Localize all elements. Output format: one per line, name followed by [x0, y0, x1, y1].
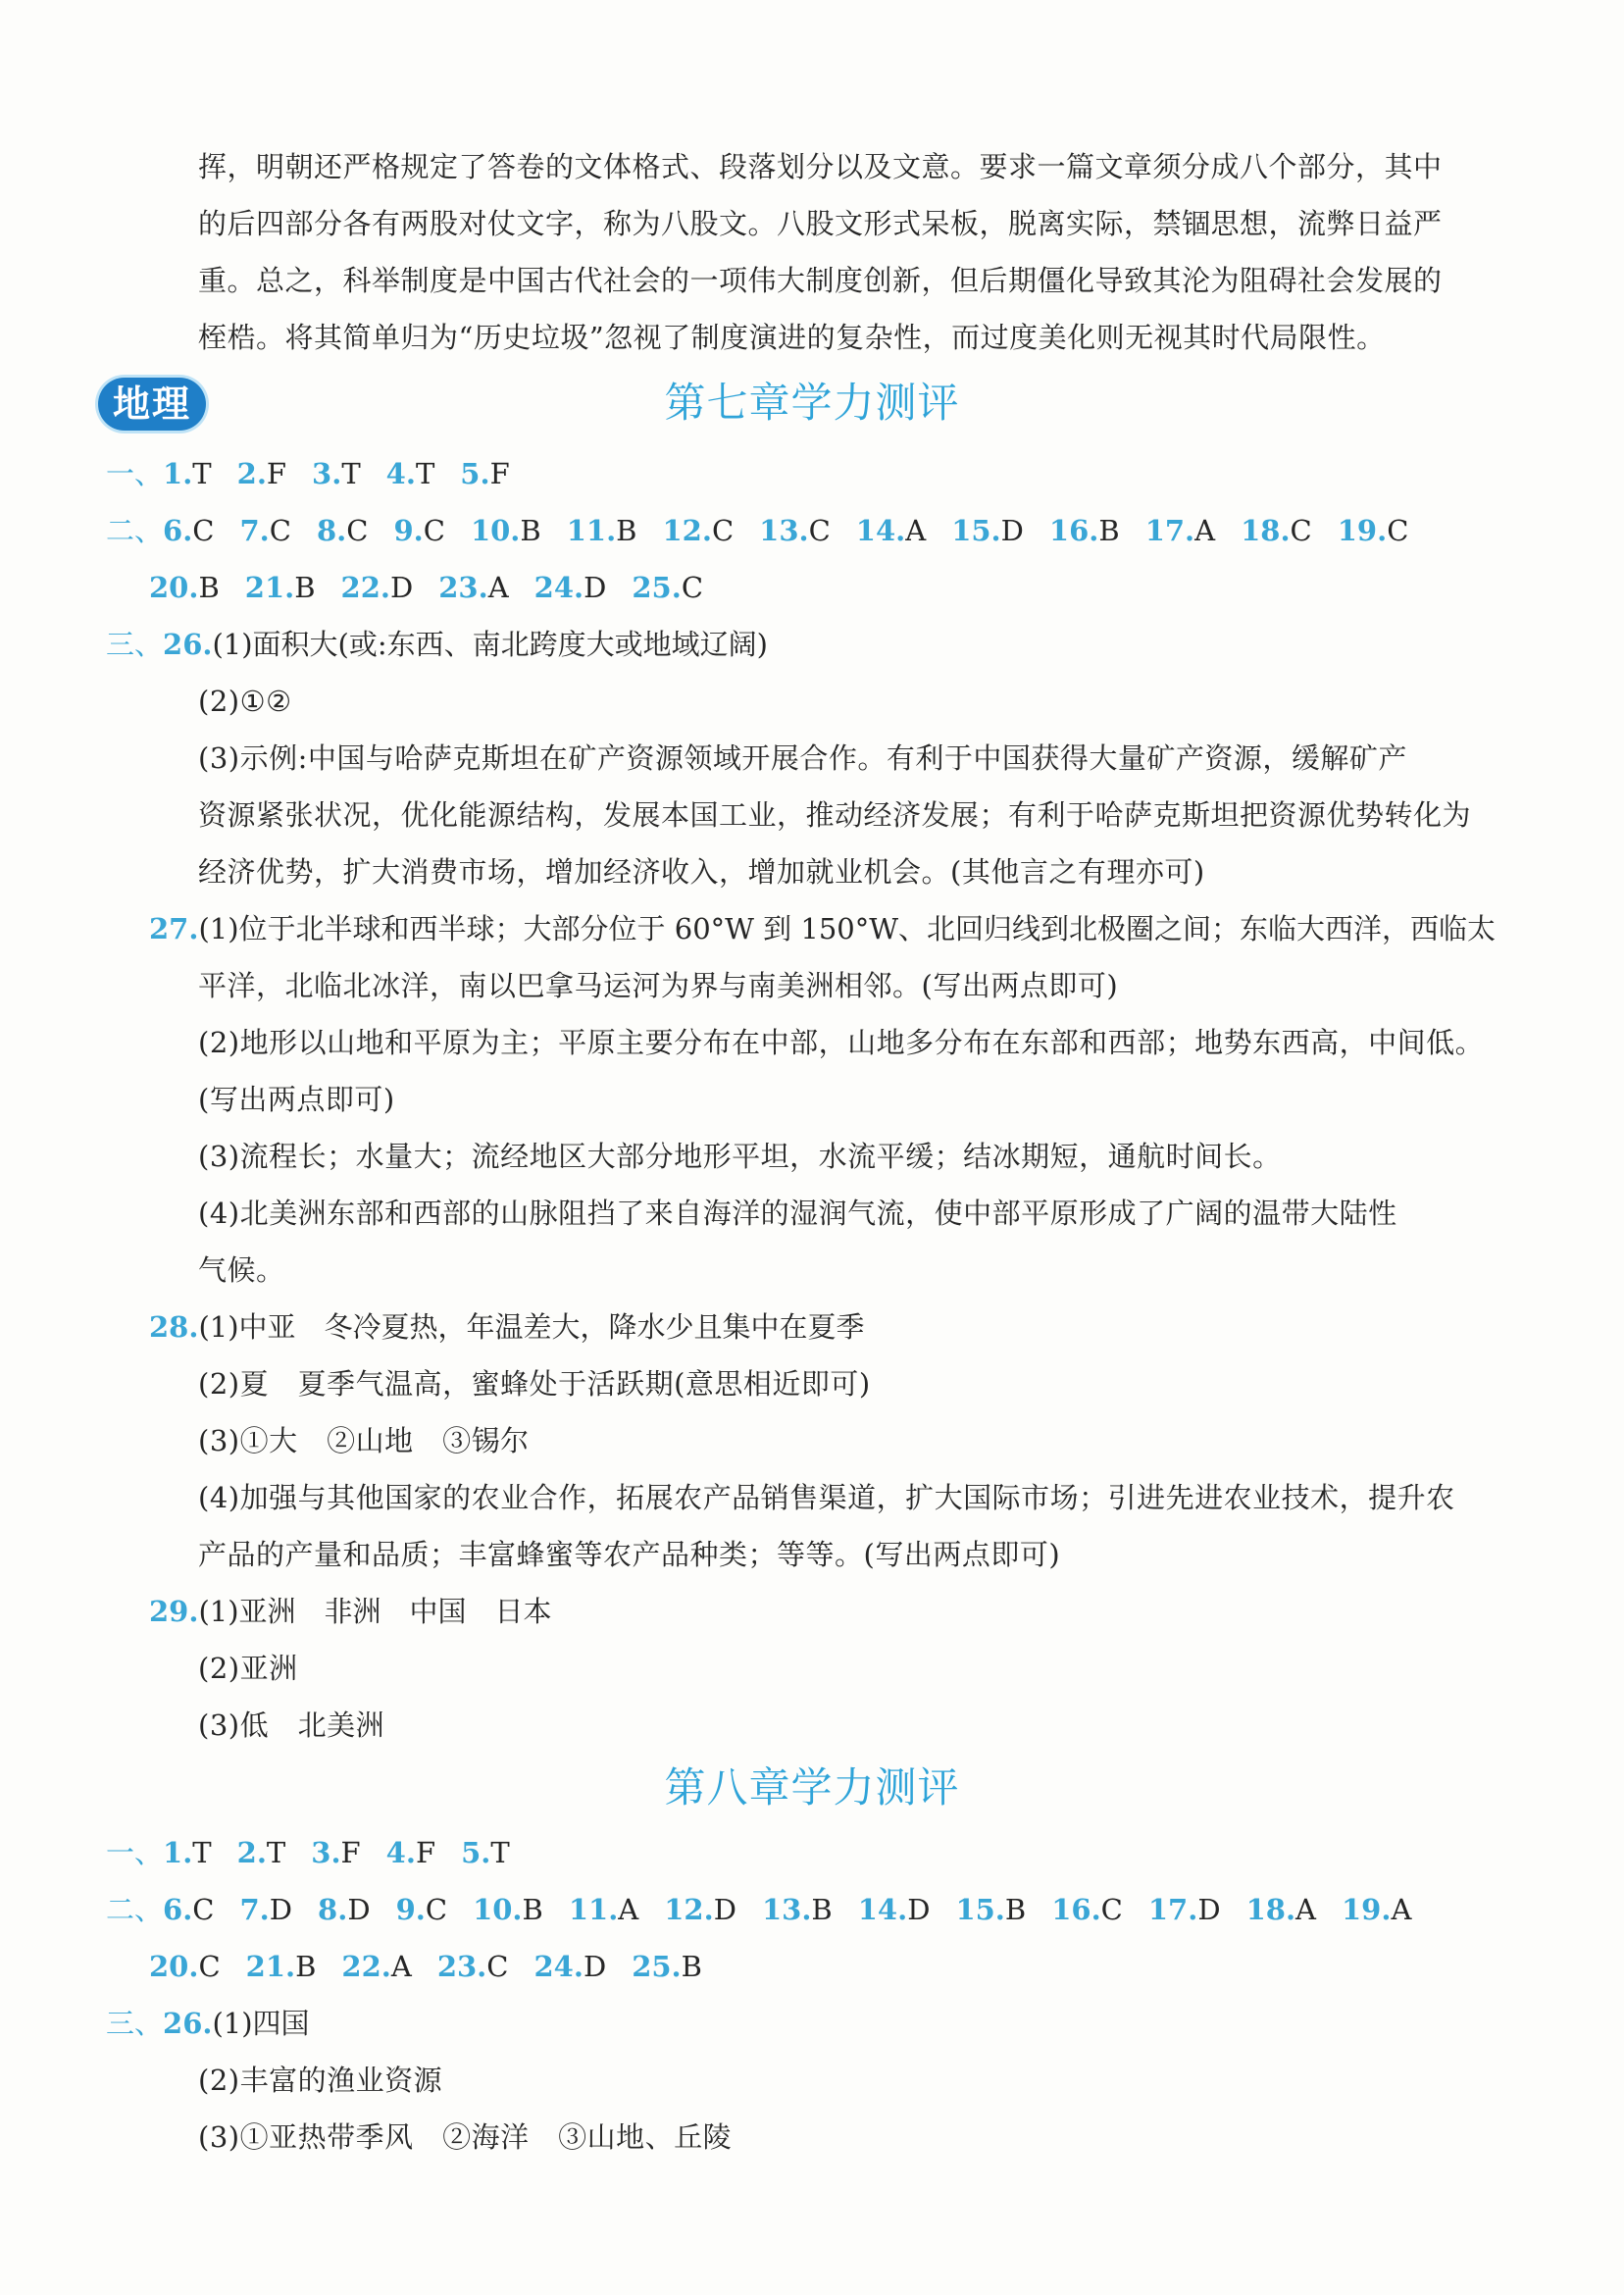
answer-choice: D — [389, 571, 414, 604]
ch8-section2-row2 — [149, 1947, 728, 1986]
question-number: 29. — [149, 1595, 199, 1628]
answer-line: 经济优势，扩大消费市场，增加经济收入，增加就业机会。(其他言之有理亦可) — [198, 855, 1205, 889]
question-number: 20. — [149, 571, 199, 604]
question-number: 7. — [239, 1893, 270, 1926]
answer-item — [951, 511, 1024, 550]
answer-choice: B — [616, 514, 637, 547]
answer-line: (3)①亚热带季风 ②海洋 ③山地、丘陵 — [198, 2120, 733, 2154]
answer-item — [1342, 1890, 1411, 1929]
answer-choice: F — [415, 1836, 436, 1869]
chapter-7-title: 第七章学力测评 — [664, 379, 960, 427]
answer-choice: A — [390, 1950, 412, 1983]
question-number: 13. — [761, 1893, 812, 1926]
question-number: 15. — [951, 514, 1001, 547]
question-number: 23. — [436, 1950, 487, 1983]
ch7-q26-header — [106, 625, 768, 664]
answer-item — [534, 568, 607, 607]
question-number: 19. — [1342, 1893, 1392, 1926]
answer-choice: C — [192, 1893, 215, 1926]
question-number: 14. — [855, 514, 906, 547]
answer-line: (1)四国 — [212, 2007, 310, 2040]
answer-choice: B — [1098, 514, 1120, 547]
question-number: 26. — [163, 2007, 213, 2040]
answer-item — [386, 454, 435, 493]
question-number: 25. — [632, 1950, 682, 1983]
question-number: 23. — [438, 571, 488, 604]
question-number: 20. — [149, 1950, 199, 1983]
answer-choice: C — [346, 514, 369, 547]
answer-item — [149, 568, 220, 607]
answer-item — [632, 1947, 702, 1986]
answer-choice: A — [1391, 1893, 1412, 1926]
answer-line: (1)亚洲 非洲 中国 日本 — [198, 1595, 552, 1628]
answer-item — [163, 511, 214, 550]
answer-choice: T — [341, 457, 361, 490]
answer-item — [312, 454, 361, 493]
answer-line: (3)低 北美洲 — [198, 1708, 385, 1742]
question-number: 15. — [955, 1893, 1005, 1926]
ch7-q27-header — [149, 909, 1496, 948]
question-number: 17. — [1144, 514, 1195, 547]
answer-choice: D — [584, 571, 607, 604]
answer-item — [1246, 1890, 1316, 1929]
answer-item — [632, 568, 703, 607]
answer-line: (1)中亚 冬冷夏热，年温差大，降水少且集中在夏季 — [198, 1310, 865, 1344]
answer-item — [471, 511, 541, 550]
ch8-section1-row — [106, 1833, 535, 1872]
answer-item — [955, 1890, 1026, 1929]
answer-item — [163, 1890, 214, 1929]
answer-line: (3)示例:中国与哈萨克斯坦在矿产资源领域开展合作。有利于中国获得大量矿产资源，缓解矿产 — [198, 741, 1407, 775]
answer-item — [311, 1833, 360, 1872]
answer-item — [461, 1833, 510, 1872]
question-number: 10. — [470, 514, 521, 547]
answer-item — [396, 1890, 447, 1929]
question-number: 24. — [533, 571, 584, 604]
answer-item — [237, 454, 286, 493]
answer-choice: A — [1295, 1893, 1316, 1926]
answer-item — [1145, 511, 1215, 550]
question-number: 16. — [1051, 1893, 1101, 1926]
question-number: 14. — [857, 1893, 908, 1926]
question-number: 3. — [311, 1836, 341, 1869]
question-number: 16. — [1048, 514, 1099, 547]
question-number: 18. — [1245, 1893, 1296, 1926]
answer-item — [341, 1947, 411, 1986]
answer-choice: F — [266, 457, 287, 490]
answer-choice: D — [269, 1893, 293, 1926]
answer-item — [386, 1833, 435, 1872]
answer-item — [317, 511, 368, 550]
question-number: 13. — [759, 514, 809, 547]
intro-line: 重。总之，科举制度是中国古代社会的一项伟大制度创新，但后期僵化导致其沦为阻碍社会发展的 — [198, 264, 1443, 297]
answer-line: 产品的产量和品质；丰富蜂蜜等农产品种类；等等。(写出两点即可) — [198, 1538, 1061, 1571]
answer-choice: C — [1290, 514, 1312, 547]
answer-item — [1049, 511, 1120, 550]
question-number: 9. — [395, 1893, 426, 1926]
question-number: 21. — [245, 1950, 296, 1983]
answer-line: 资源紧张状况，优化能源结构，发展本国工业，推动经济发展；有利于哈萨克斯坦把资源优势转化为 — [198, 798, 1472, 832]
answer-item — [1338, 511, 1409, 550]
question-number: 28. — [149, 1310, 199, 1344]
question-number: 8. — [318, 1893, 348, 1926]
question-number: 6. — [163, 514, 193, 547]
question-number: 12. — [662, 514, 712, 547]
answer-line: (写出两点即可) — [198, 1083, 395, 1116]
answer-choice: C — [425, 1893, 448, 1926]
answer-choice: B — [1004, 1893, 1027, 1926]
answer-choice: C — [423, 514, 445, 547]
question-number: 1. — [163, 457, 193, 490]
answer-item — [341, 568, 414, 607]
answer-choice: A — [1194, 514, 1216, 547]
question-number: 11. — [568, 1893, 619, 1926]
section-label: 二、 — [106, 514, 164, 547]
answer-choice: T — [415, 457, 435, 490]
section-label: 一、 — [106, 457, 164, 490]
question-number: 11. — [566, 514, 617, 547]
answer-choice: D — [713, 1893, 736, 1926]
answer-choice: C — [808, 514, 831, 547]
question-number: 18. — [1241, 514, 1291, 547]
ch8-q26-header — [106, 2004, 310, 2043]
answer-choice: F — [340, 1836, 361, 1869]
answer-choice: B — [681, 1950, 702, 1983]
ch7-section2-row2 — [149, 568, 729, 607]
question-number: 24. — [533, 1950, 584, 1983]
answer-item — [858, 1890, 931, 1929]
question-number: 21. — [244, 571, 295, 604]
answer-line: (4)北美洲东部和西部的山脉阻挡了来自海洋的湿润气流，使中部平原形成了广阔的温带大陆性 — [198, 1197, 1397, 1230]
answer-item — [163, 454, 212, 493]
answer-item — [567, 511, 637, 550]
answer-choice: D — [583, 1950, 607, 1983]
answer-choice: B — [198, 571, 220, 604]
answer-item — [533, 1947, 606, 1986]
answer-choice: B — [295, 1950, 317, 1983]
answer-item — [1051, 1890, 1123, 1929]
answer-item — [437, 1947, 509, 1986]
answer-item — [318, 1890, 371, 1929]
answer-line: 平洋，北临北冰洋，南以巴拿马运河为界与南美洲相邻。(写出两点即可) — [198, 969, 1119, 1002]
section-label: 二、 — [106, 1893, 164, 1926]
answer-item — [1148, 1890, 1221, 1929]
question-number: 3. — [312, 457, 342, 490]
answer-item — [393, 511, 444, 550]
answer-item — [762, 1890, 833, 1929]
answer-item — [569, 1890, 638, 1929]
question-number: 2. — [236, 457, 267, 490]
ch8-section2-row1 — [106, 1890, 1437, 1929]
question-number: 2. — [236, 1836, 267, 1869]
answer-choice: C — [269, 514, 291, 547]
ch7-section1-row — [106, 454, 535, 493]
answer-item — [473, 1890, 543, 1929]
answer-item — [856, 511, 926, 550]
answer-item — [460, 454, 509, 493]
answer-choice: F — [489, 457, 510, 490]
question-number: 7. — [239, 514, 270, 547]
answer-line: (1)位于北半球和西半球；大部分位于 60°W 到 150°W、北回归线到北极圈之间；东临大西洋，西临太 — [198, 912, 1497, 945]
chapter-8-title: 第八章学力测评 — [664, 1763, 960, 1811]
answer-choice: B — [522, 1893, 543, 1926]
answer-choice: C — [1387, 514, 1409, 547]
answer-item — [662, 511, 734, 550]
question-number: 4. — [385, 457, 416, 490]
question-number: 22. — [341, 1950, 391, 1983]
question-number: 1. — [163, 1836, 193, 1869]
question-number: 6. — [163, 1893, 193, 1926]
answer-item — [240, 1890, 293, 1929]
ch7-section2-row1 — [106, 511, 1434, 550]
intro-line: 桎梏。将其简单归为“历史垃圾”忽视了制度演进的复杂性，而过度美化则无视其时代局限性。 — [198, 321, 1386, 354]
answer-item — [438, 568, 508, 607]
question-number: 22. — [340, 571, 390, 604]
ch7-q28-header — [149, 1307, 865, 1347]
answer-item — [237, 1833, 286, 1872]
answer-item — [759, 511, 831, 550]
intro-line: 的后四部分各有两股对仗文字，称为八股文。八股文形式呆板，脱离实际，禁锢思想，流弊日益严 — [198, 207, 1443, 240]
question-number: 10. — [473, 1893, 523, 1926]
answer-choice: C — [486, 1950, 509, 1983]
answer-item — [149, 1947, 221, 1986]
answer-line: (4)加强与其他国家的农业合作，拓展农产品销售渠道，扩大国际市场；引进先进农业技术，提升农 — [198, 1481, 1455, 1514]
answer-item — [240, 511, 291, 550]
answer-choice: T — [490, 1836, 510, 1869]
answer-line: (2)丰富的渔业资源 — [198, 2064, 443, 2097]
answer-item — [245, 568, 316, 607]
section-label: 三、 — [106, 628, 164, 661]
answer-choice: D — [347, 1893, 371, 1926]
answer-choice: A — [905, 514, 927, 547]
answer-choice: C — [192, 514, 215, 547]
answer-item — [163, 1833, 212, 1872]
answer-line: (2)亚洲 — [198, 1652, 298, 1685]
question-number: 5. — [460, 457, 490, 490]
answer-line: (2)夏 夏季气温高，蜜蜂处于活跃期(意思相近即可) — [198, 1367, 871, 1401]
answer-line: 气候。 — [198, 1253, 285, 1287]
question-number: 17. — [1147, 1893, 1198, 1926]
answer-choice: D — [1197, 1893, 1221, 1926]
answer-item — [664, 1890, 736, 1929]
answer-choice: B — [294, 571, 316, 604]
answer-line: (3)①大 ②山地 ③锡尔 — [198, 1424, 530, 1457]
answer-item — [1241, 511, 1312, 550]
question-number: 27. — [149, 912, 199, 945]
answer-choice: C — [1100, 1893, 1123, 1926]
answer-choice: C — [711, 514, 735, 547]
answer-choice: C — [198, 1950, 221, 1983]
answer-line: (3)流程长；水量大；流经地区大部分地形平坦，水流平缓；结冰期短，通航时间长。 — [198, 1140, 1282, 1173]
question-number: 5. — [461, 1836, 491, 1869]
question-number: 9. — [393, 514, 424, 547]
question-number: 12. — [664, 1893, 714, 1926]
answer-line: (1)面积大(或:东西、南北跨度大或地域辽阔) — [212, 628, 768, 661]
answer-choice: C — [681, 571, 704, 604]
answer-line: (2)①② — [198, 685, 292, 718]
answer-choice: T — [266, 1836, 286, 1869]
section-label: 一、 — [106, 1836, 164, 1869]
section-label: 三、 — [106, 2007, 164, 2040]
question-number: 26. — [163, 628, 213, 661]
answer-line: (2)地形以山地和平原为主；平原主要分布在中部，山地多分布在东部和西部；地势东西高，中间低。 — [198, 1026, 1485, 1059]
intro-line: 挥，明朝还严格规定了答卷的文体格式、段落划分以及文意。要求一篇文章须分成八个部分，其中 — [198, 150, 1443, 183]
subject-badge: 地理 — [98, 378, 206, 431]
answer-choice: T — [192, 1836, 212, 1869]
answer-choice: D — [1000, 514, 1024, 547]
answer-choice: B — [811, 1893, 833, 1926]
answer-choice: B — [520, 514, 541, 547]
answer-choice: T — [192, 457, 212, 490]
answer-choice: A — [618, 1893, 639, 1926]
answer-choice: D — [907, 1893, 931, 1926]
ch7-q29-header — [149, 1592, 552, 1631]
question-number: 25. — [632, 571, 682, 604]
answer-item — [246, 1947, 317, 1986]
question-number: 8. — [316, 514, 347, 547]
question-number: 4. — [385, 1836, 416, 1869]
answer-choice: A — [487, 571, 509, 604]
question-number: 19. — [1337, 514, 1388, 547]
